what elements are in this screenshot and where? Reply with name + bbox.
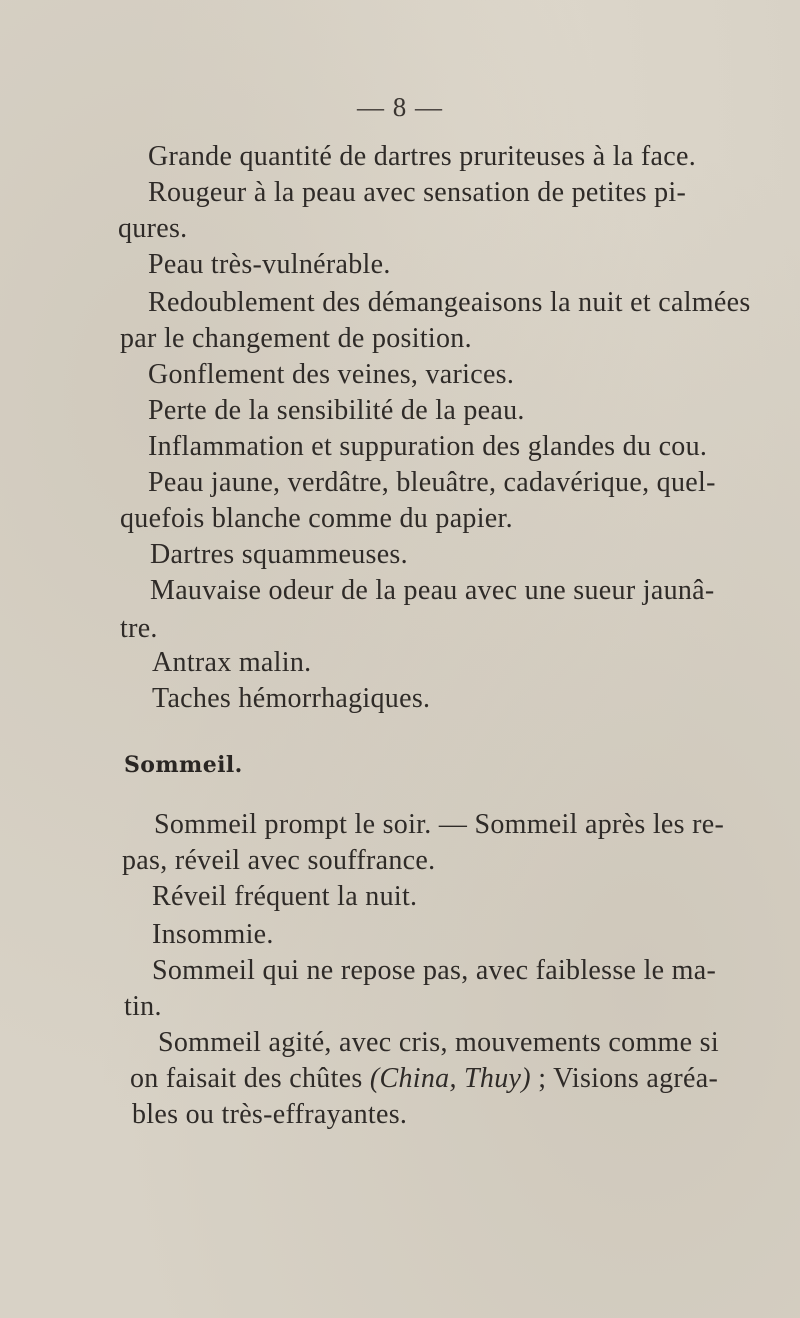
text-line: pas, réveil avec souffrance.: [122, 845, 436, 876]
text-line: Perte de la sensibilité de la peau.: [148, 395, 525, 426]
text-line: Gonflement des veines, varices.: [148, 359, 515, 390]
text-line: Taches hémorrhagiques.: [152, 683, 431, 714]
section-heading: Sommeil.: [124, 752, 243, 778]
text-line: Mauvaise odeur de la peau avec une sueur jaunâ-: [150, 575, 715, 606]
text-line: Inflammation et suppuration des glandes du cou.: [148, 431, 708, 462]
text-line: Sommeil qui ne repose pas, avec faiblesse le ma-: [152, 955, 717, 986]
text-line-with-citation: [130, 1062, 718, 1096]
text-line: Peau très-vulnérable.: [148, 249, 391, 280]
text-line: bles ou très-effrayantes.: [132, 1099, 408, 1130]
page-number: — 8 —: [357, 92, 443, 122]
text-line: Dartres squammeuses.: [150, 539, 408, 570]
text-line: Sommeil prompt le soir. — Sommeil après les re-: [154, 809, 725, 840]
text-line: par le changement de position.: [120, 323, 472, 354]
text-line: Grande quantité de dartres pruriteuses à la face.: [148, 141, 696, 172]
text-line: Rougeur à la peau avec sensation de petites pi-: [148, 177, 687, 208]
text-line: Antrax malin.: [152, 647, 312, 678]
text-line: tre.: [120, 613, 158, 644]
text-line: tin.: [124, 991, 162, 1022]
text-line: Redoublement des démangeaisons la nuit et calmées: [148, 287, 751, 318]
text-line: qures.: [118, 213, 188, 244]
text-line: Réveil fréquent la nuit.: [152, 881, 418, 912]
text-line: quefois blanche comme du papier.: [120, 503, 513, 534]
text-line: Sommeil agité, avec cris, mouvements comme si: [158, 1027, 719, 1058]
text-segment: on faisait des chûtes: [130, 1063, 370, 1094]
remedy-citation: (China, Thuy): [369, 1063, 531, 1094]
text-line: Insommie.: [152, 919, 274, 950]
text-line: Peau jaune, verdâtre, bleuâtre, cadavérique, quel-: [148, 467, 716, 498]
text-segment: ; Visions agréa-: [530, 1063, 719, 1094]
